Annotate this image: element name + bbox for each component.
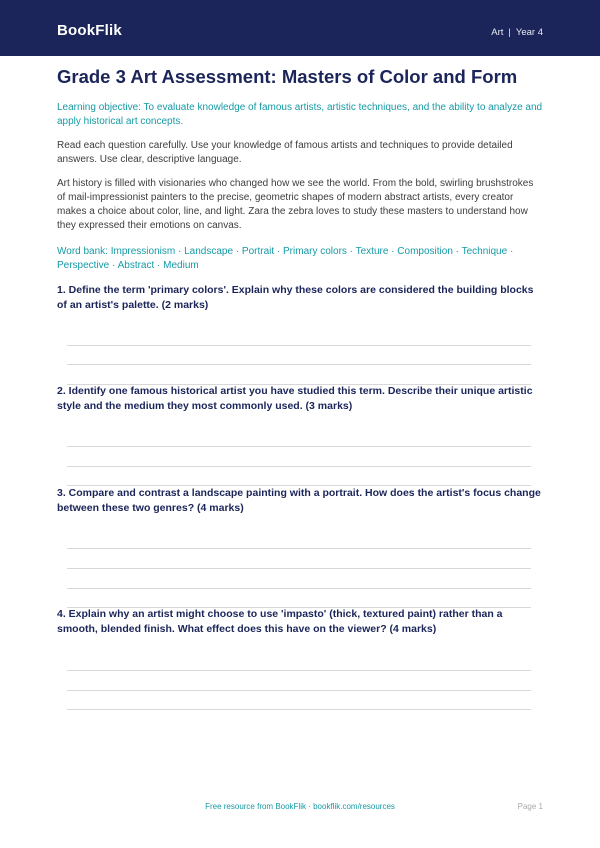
question-text: 1. Define the term 'primary colors'. Explain why these colors are considered the building blocks of an artist's palette. (2 marks) xyxy=(57,284,534,311)
intro-section xyxy=(57,66,543,273)
intro-paragraph: Art history is filled with visionaries who changed how we see the world. From the bold, swirling brushstrokes of mail-impressionist painters to the precise, geometric shapes of modern abstract artists, every creator makes a choice about color, line, and light. Zara the zebra loves to study these masters to understand how they expressed their emotions on canvas. xyxy=(57,178,534,231)
meta-separator: | xyxy=(508,27,511,38)
question-text: 2. Identify one famous historical artist you have studied this term. Describe their unique artistic style and the medium they most commonly used. (3 marks) xyxy=(57,385,533,412)
answer-line[interactable] xyxy=(67,588,531,589)
answer-line[interactable] xyxy=(67,345,531,346)
year-label: Year 4 xyxy=(515,27,543,38)
question-2 xyxy=(57,384,543,413)
answer-line[interactable] xyxy=(67,364,531,365)
learning-objective: Learning objective: To evaluate knowledge of famous artists, artistic techniques, and the ability to analyze and apply historical art concepts. xyxy=(57,102,543,127)
subject-label: Art xyxy=(491,27,504,38)
answer-line[interactable] xyxy=(67,670,531,671)
instructions: Read each question carefully. Use your knowledge of famous artists and techniques to provide detailed answers. Use clear, descriptive language. xyxy=(57,140,513,165)
answer-line[interactable] xyxy=(67,446,531,447)
question-1 xyxy=(57,283,543,312)
answer-line[interactable] xyxy=(67,690,531,691)
brand-logo[interactable]: BookFlik xyxy=(57,22,122,39)
answer-line[interactable] xyxy=(67,548,531,549)
page-number: Page 1 xyxy=(517,802,543,811)
question-4 xyxy=(57,607,543,636)
answer-line[interactable] xyxy=(67,709,531,710)
question-text: 4. Explain why an artist might choose to use 'impasto' (thick, textured paint) rather than a smooth, blended finish. What effect does this have on the viewer? (4 marks) xyxy=(57,608,503,635)
footer-link[interactable]: Free resource from BookFlik · bookflik.com/resources xyxy=(205,802,395,811)
page-title: Grade 3 Art Assessment: Masters of Color and Form xyxy=(57,66,518,87)
answer-line[interactable] xyxy=(67,568,531,569)
question-3 xyxy=(57,486,543,515)
question-text: 3. Compare and contrast a landscape painting with a portrait. How does the artist's focus change between these two genres? (4 marks) xyxy=(57,487,541,514)
header-bar xyxy=(0,0,600,56)
header-meta xyxy=(491,27,543,38)
answer-line[interactable] xyxy=(67,466,531,467)
word-bank: Word bank: Impressionism · Landscape · Portrait · Primary colors · Texture · Composition · Technique · Perspective · Abstract · Medium xyxy=(57,246,514,271)
